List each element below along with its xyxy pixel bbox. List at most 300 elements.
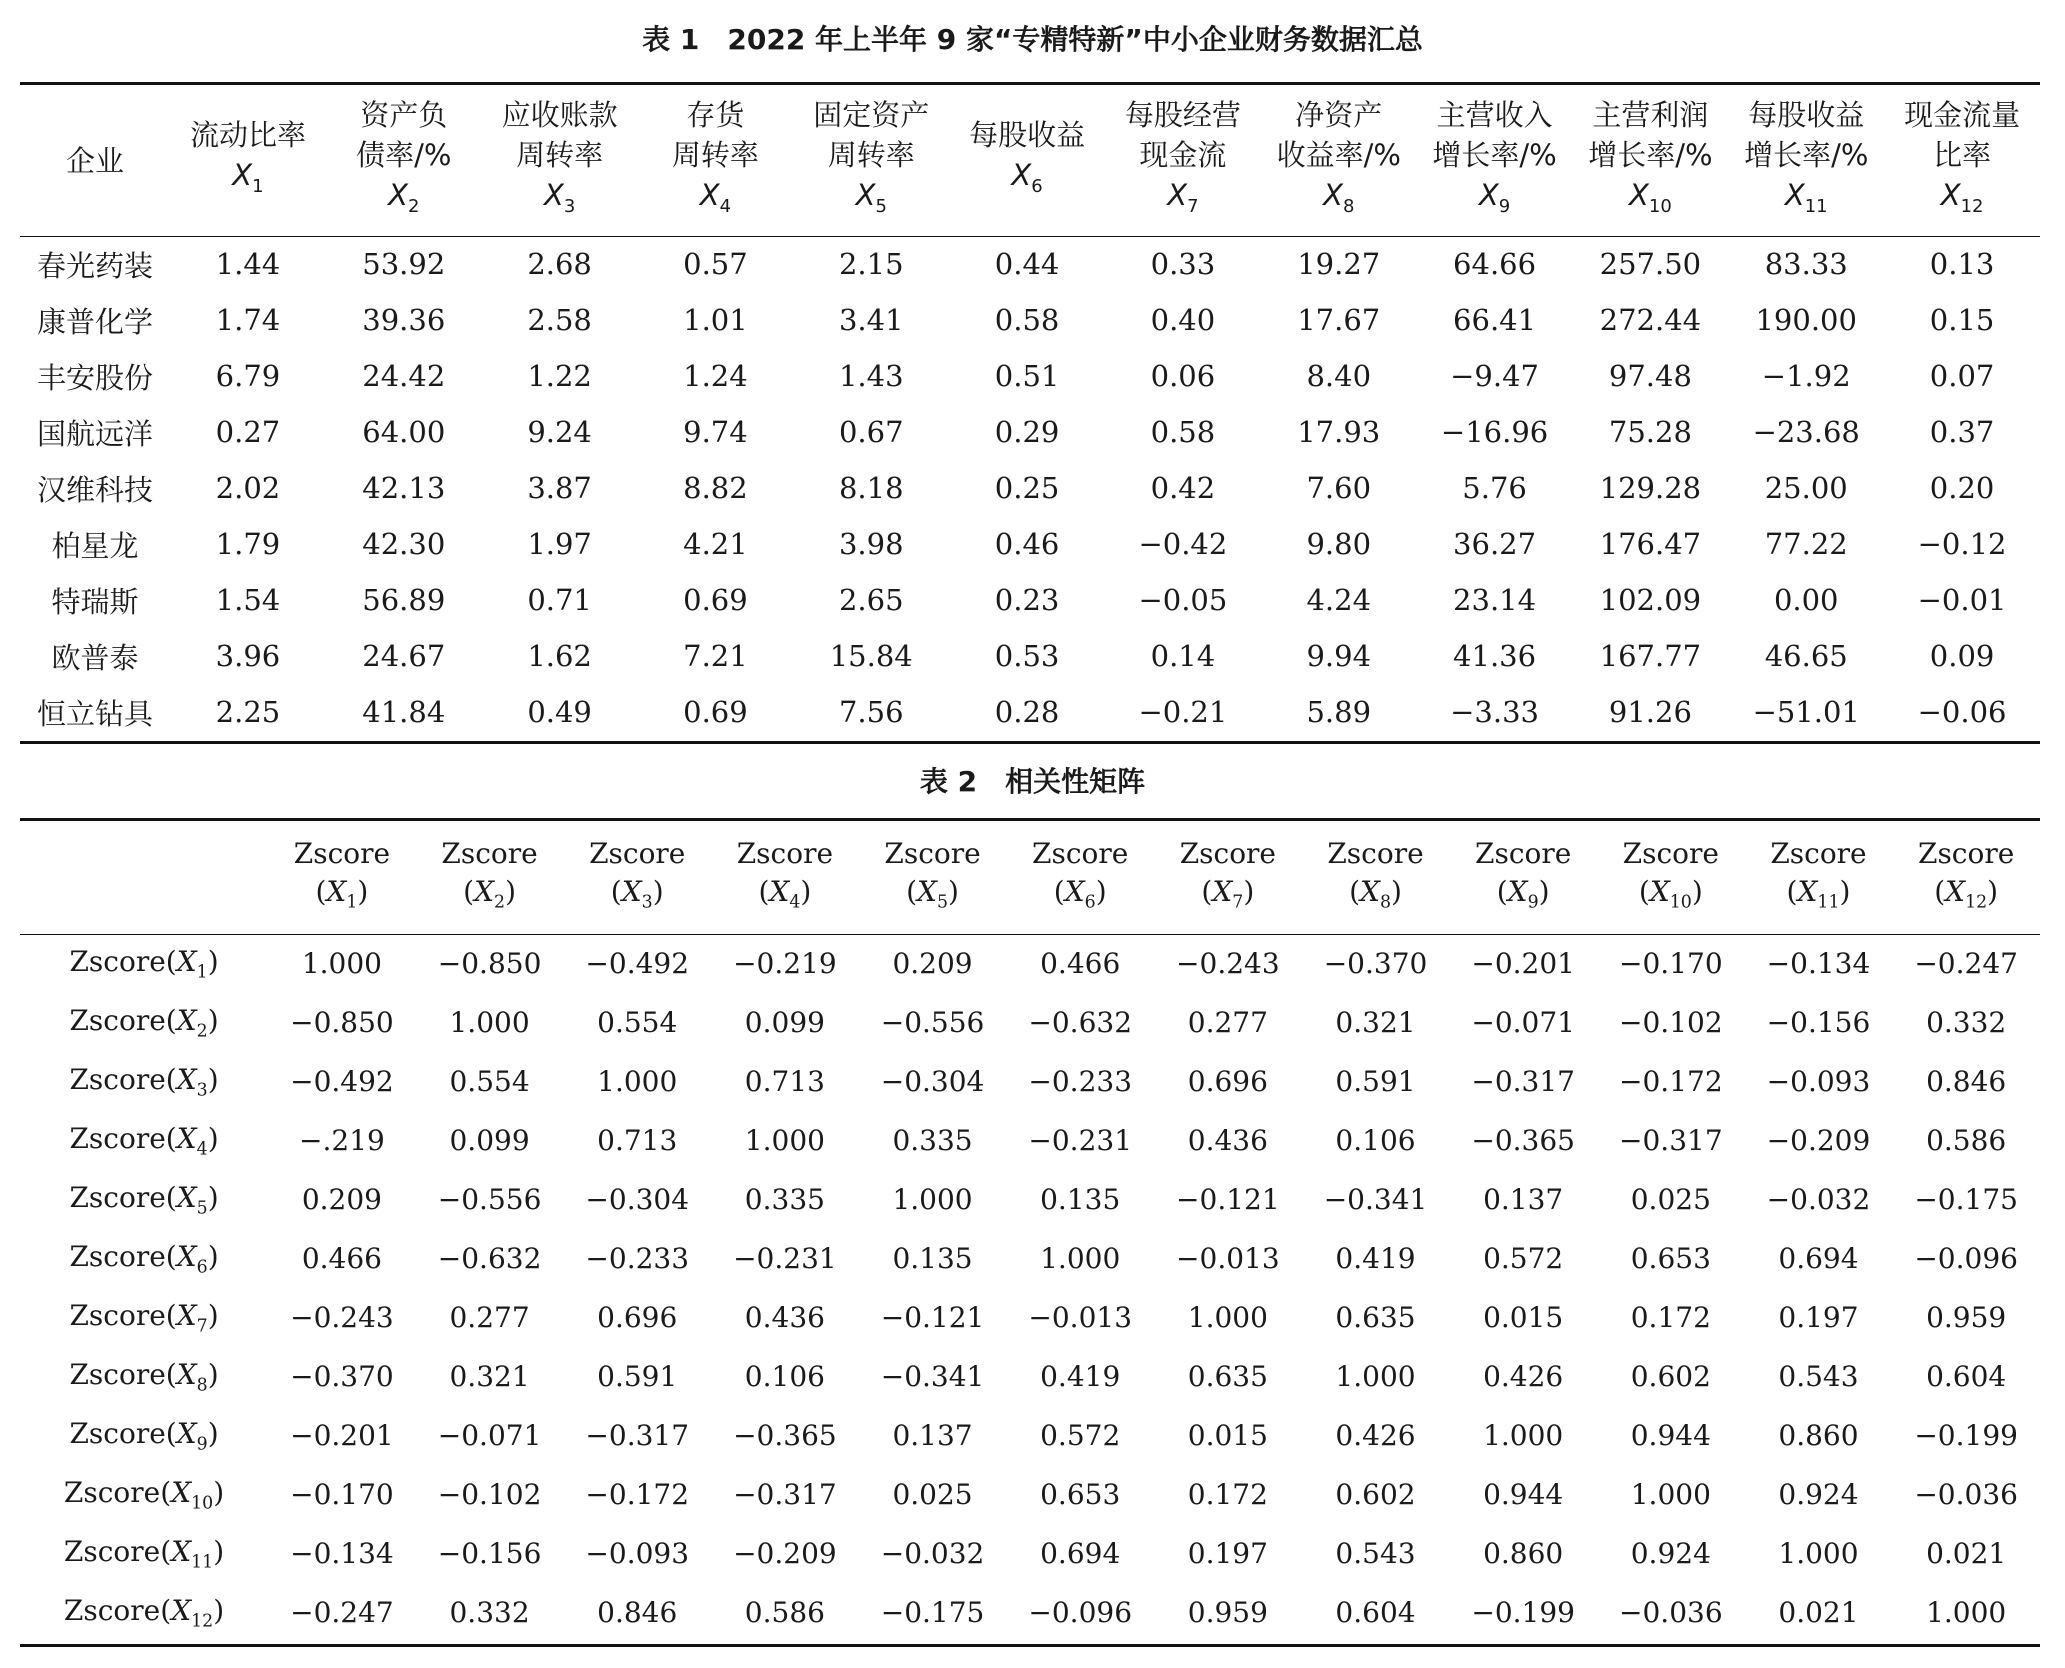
value-cell: 42.30 — [362, 527, 446, 561]
column-header-variable-letter: X — [1478, 178, 1499, 213]
value-cell: −3.33 — [1450, 695, 1539, 729]
value-cell: 6.79 — [215, 359, 281, 393]
matrix-cell: −0.013 — [1028, 1301, 1133, 1334]
matrix-row-label-prefix: Zscore — [69, 1062, 166, 1096]
matrix-row — [20, 1111, 2040, 1170]
table-row — [20, 292, 2040, 348]
matrix-cell: −0.172 — [1619, 1065, 1723, 1098]
matrix-row-label-variable — [171, 1534, 214, 1573]
column-header-label-line: 每股收益 — [1748, 98, 1865, 133]
matrix-column-header-variable-letter: X — [1507, 874, 1528, 908]
matrix-cell: −0.365 — [733, 1419, 837, 1452]
matrix-row-label-variable — [171, 1593, 214, 1632]
matrix-cell: −0.233 — [585, 1242, 690, 1275]
matrix-cell: 0.335 — [892, 1124, 973, 1157]
value-cell: 1.44 — [215, 247, 281, 281]
column-header-x3 — [482, 86, 638, 236]
matrix-cell: 0.860 — [1778, 1419, 1859, 1452]
matrix-cell: 0.321 — [1335, 1006, 1416, 1039]
matrix-cell: 0.635 — [1187, 1360, 1268, 1393]
matrix-cell: 0.924 — [1778, 1478, 1859, 1511]
matrix-column-header-variable-line: $(X_9)$ — [1496, 874, 1550, 913]
matrix-column-header-variable-line: $(X_2)$ — [463, 874, 516, 913]
column-header-label-line: 比率 — [1933, 138, 1992, 173]
value-cell: 0.14 — [1150, 639, 1216, 673]
matrix-cell: 1.000 — [1926, 1596, 2007, 1629]
matrix-row-label-variable — [176, 1003, 208, 1042]
matrix-column-header-variable-letter: X — [474, 874, 495, 908]
column-header-variable-line — [482, 175, 638, 227]
column-header-x7 — [1105, 86, 1261, 236]
matrix-cell: 1.000 — [597, 1065, 678, 1098]
matrix-row-label-variable-letter: X — [176, 1121, 197, 1155]
column-header-label-line: 现金流 — [1139, 138, 1227, 173]
value-cell: 129.28 — [1599, 471, 1702, 505]
matrix-row-label: $Zscore(X_7)$ — [69, 1298, 219, 1337]
matrix-column-header-variable-line: $(X_6)$ — [1053, 874, 1107, 913]
value-cell: −0.42 — [1138, 527, 1228, 561]
matrix-cell: −0.102 — [437, 1478, 542, 1511]
matrix-row-label-variable-letter: X — [176, 944, 197, 978]
column-header-variable-letter: X — [1629, 178, 1649, 213]
matrix-column-header-prefix: Zscore — [589, 836, 686, 870]
matrix-cell: 0.586 — [1926, 1124, 2007, 1157]
value-cell: 4.21 — [683, 527, 748, 561]
matrix-cell: −0.492 — [585, 947, 690, 980]
matrix-cell: −0.632 — [437, 1242, 542, 1275]
matrix-row-label-variable-letter: X — [171, 1534, 192, 1568]
matrix-row-label-variable-letter: X — [176, 1180, 197, 1214]
matrix-cell: 0.604 — [1335, 1596, 1416, 1629]
company-name-cell: 国航远洋 — [37, 416, 154, 451]
matrix-cell: −0.492 — [290, 1065, 394, 1098]
column-header-variable — [699, 178, 732, 217]
value-cell: 167.77 — [1599, 639, 1702, 673]
matrix-column-header-variable-line: $(X_8)$ — [1349, 874, 1402, 913]
matrix-row-label-variable — [176, 944, 208, 983]
column-header-variable-subscript: 2 — [407, 195, 420, 217]
value-cell: 5.76 — [1462, 471, 1527, 505]
company-name-cell: 恒立钻具 — [37, 696, 154, 731]
column-header-variable-subscript: 8 — [1342, 195, 1355, 217]
matrix-column-header-variable-line: $(X_4)$ — [758, 874, 812, 913]
matrix-column-header-variable-line: $(X_{11})$ — [1786, 874, 1851, 913]
table1-caption: 表 1 2022 年上半年 9 家“专精特新”中小企业财务数据汇总 — [642, 23, 1423, 56]
table1-body — [20, 236, 2040, 740]
column-header-variable-letter: X — [543, 178, 564, 213]
value-cell: 5.89 — [1306, 695, 1372, 729]
value-cell: 4.24 — [1306, 583, 1372, 617]
matrix-column-header — [711, 822, 859, 934]
table-row — [20, 348, 2040, 404]
value-cell: 23.14 — [1453, 583, 1537, 617]
column-header-label-line: 现金流量 — [1904, 98, 2021, 133]
column-header-variable — [1323, 178, 1355, 217]
matrix-row-label-prefix: Zscore — [69, 1003, 166, 1037]
matrix-cell: 0.944 — [1483, 1478, 1564, 1511]
matrix-cell: −0.134 — [1766, 947, 1871, 980]
matrix-row-label: $Zscore(X_8)$ — [69, 1357, 219, 1396]
value-cell: 2.02 — [215, 471, 281, 505]
value-cell: 0.20 — [1929, 471, 1995, 505]
matrix-row-label-variable-letter: X — [176, 1298, 197, 1332]
column-header-label-line: 增长率/% — [1744, 138, 1869, 173]
matrix-column-header — [1154, 822, 1302, 934]
matrix-cell: 0.436 — [1187, 1124, 1268, 1157]
matrix-column-header-variable — [1212, 874, 1244, 913]
column-header-label-line: 固定资产 — [813, 98, 930, 133]
matrix-column-header-prefix: Zscore — [1032, 836, 1129, 870]
column-header-variable-subscript: 5 — [875, 195, 887, 217]
matrix-cell: 0.419 — [1335, 1242, 1416, 1275]
matrix-row — [20, 1583, 2040, 1642]
matrix-cell: 0.436 — [744, 1301, 825, 1334]
matrix-cell: −0.121 — [880, 1301, 985, 1334]
matrix-cell: −0.370 — [1323, 947, 1428, 980]
matrix-row-label-variable — [171, 1475, 214, 1514]
matrix-cell: 1.000 — [744, 1124, 825, 1157]
column-header-label-line: 每股收益 — [969, 118, 1086, 153]
matrix-cell: 0.694 — [1778, 1242, 1859, 1275]
matrix-cell: 0.959 — [1187, 1596, 1268, 1629]
matrix-row-label-prefix: Zscore — [69, 1357, 166, 1391]
company-name-cell: 特瑞斯 — [51, 584, 139, 619]
matrix-cell: 0.635 — [1335, 1301, 1416, 1334]
company-column-header: 企业 — [66, 144, 125, 178]
matrix-row-label-variable-subscript: 10 — [191, 1493, 214, 1514]
column-header-label-line: 增长率/% — [1432, 138, 1557, 173]
column-header-variable-line — [949, 155, 1105, 207]
matrix-row-label-variable-subscript: 4 — [196, 1139, 208, 1160]
matrix-cell: −0.170 — [290, 1478, 394, 1511]
matrix-cell: 0.099 — [449, 1124, 530, 1157]
matrix-cell: 0.197 — [1187, 1537, 1268, 1570]
matrix-column-header-variable-letter: X — [326, 874, 347, 908]
matrix-row-label: $Zscore(X_4)$ — [69, 1121, 219, 1160]
matrix-column-header-variable — [1507, 874, 1539, 913]
matrix-row-label: $Zscore(X_2)$ — [69, 1003, 219, 1042]
matrix-cell: 0.466 — [1040, 947, 1121, 980]
matrix-cell: −0.317 — [1471, 1065, 1575, 1098]
column-header-variable — [388, 178, 420, 217]
matrix-cell: 0.604 — [1926, 1360, 2007, 1393]
value-cell: 8.18 — [838, 471, 904, 505]
matrix-column-header-variable-line: $(X_{12})$ — [1934, 874, 1999, 913]
value-cell: 19.27 — [1297, 247, 1381, 281]
matrix-column-header — [1449, 822, 1597, 934]
value-cell: −0.12 — [1917, 527, 2007, 561]
column-header-variable-letter: X — [855, 178, 876, 213]
matrix-cell: 0.025 — [1630, 1183, 1711, 1216]
matrix-cell: 0.959 — [1926, 1301, 2007, 1334]
matrix-row-label-variable — [176, 1121, 208, 1160]
matrix-column-header-variable-line: $(X_3)$ — [610, 874, 664, 913]
matrix-column-header-variable-line: $(X_7)$ — [1201, 874, 1255, 913]
matrix-cell: −0.199 — [1471, 1596, 1575, 1629]
matrix-cell: 1.000 — [301, 947, 382, 980]
column-header-variable — [1784, 178, 1828, 217]
column-header-x9 — [1417, 86, 1573, 236]
matrix-cell: −0.219 — [733, 947, 837, 980]
matrix-cell: 0.602 — [1630, 1360, 1711, 1393]
matrix-row-label-variable-subscript: 3 — [196, 1080, 208, 1101]
value-cell: 0.33 — [1150, 247, 1216, 281]
table2-header-row — [20, 822, 2040, 934]
matrix-cell: −0.556 — [880, 1006, 985, 1039]
value-cell: 39.36 — [362, 303, 446, 337]
value-cell: 0.13 — [1929, 247, 1995, 281]
value-cell: 2.15 — [838, 247, 904, 281]
table1-bottom-rule — [20, 741, 2040, 744]
matrix-column-header-variable-line: $(X_5)$ — [906, 874, 959, 913]
matrix-cell: −0.341 — [1323, 1183, 1428, 1216]
matrix-row-label-prefix: Zscore — [69, 944, 166, 978]
value-cell: 1.24 — [683, 359, 748, 393]
matrix-cell: −0.233 — [1028, 1065, 1133, 1098]
matrix-row-label-variable-letter: X — [176, 1062, 197, 1096]
value-cell: 190.00 — [1755, 303, 1857, 337]
column-header-variable-subscript: 11 — [1804, 195, 1828, 217]
value-cell: 3.41 — [838, 303, 904, 337]
matrix-cell: 0.586 — [744, 1596, 825, 1629]
matrix-cell: 0.846 — [1926, 1065, 2007, 1098]
matrix-cell: −0.175 — [1914, 1183, 2018, 1216]
matrix-cell: 0.419 — [1040, 1360, 1121, 1393]
matrix-row — [20, 1347, 2040, 1406]
value-cell: 0.71 — [527, 583, 592, 617]
matrix-cell: 0.172 — [1630, 1301, 1711, 1334]
column-header-label-line: 债率/% — [356, 138, 452, 173]
column-header-variable — [1629, 178, 1672, 217]
matrix-cell: −0.071 — [437, 1419, 542, 1452]
matrix-cell: 0.543 — [1778, 1360, 1859, 1393]
value-cell: 75.28 — [1608, 415, 1692, 449]
matrix-cell: −0.134 — [290, 1537, 394, 1570]
matrix-cell: −0.556 — [437, 1183, 542, 1216]
matrix-cell: 0.591 — [1335, 1065, 1416, 1098]
matrix-column-header-variable-letter: X — [1649, 874, 1670, 908]
matrix-column-header-variable-subscript: 3 — [641, 892, 653, 913]
matrix-row-label-variable-letter: X — [171, 1475, 192, 1509]
table-row — [20, 572, 2040, 628]
column-header-variable-subscript: 10 — [1648, 195, 1672, 217]
value-cell: 0.09 — [1929, 639, 1995, 673]
matrix-column-header-variable-subscript: 10 — [1669, 892, 1692, 913]
matrix-cell: 0.015 — [1187, 1419, 1268, 1452]
value-cell: 1.74 — [215, 303, 281, 337]
matrix-row-label-variable-letter: X — [176, 1416, 197, 1450]
matrix-cell: −0.304 — [585, 1183, 690, 1216]
value-cell: 3.98 — [838, 527, 904, 561]
value-cell: −0.05 — [1138, 583, 1228, 617]
column-header-x5 — [793, 86, 949, 236]
value-cell: 56.89 — [362, 583, 446, 617]
value-cell: 0.44 — [994, 247, 1060, 281]
matrix-cell: 1.000 — [449, 1006, 530, 1039]
matrix-column-header-variable — [1945, 874, 1988, 913]
value-cell: 8.82 — [683, 471, 748, 505]
table-row — [20, 628, 2040, 684]
matrix-cell: 1.000 — [1187, 1301, 1268, 1334]
matrix-column-header-variable — [1797, 874, 1840, 913]
value-cell: 0.37 — [1929, 415, 1995, 449]
matrix-cell: −0.036 — [1619, 1596, 1723, 1629]
value-cell: 53.92 — [362, 247, 446, 281]
value-cell: 17.93 — [1297, 415, 1381, 449]
matrix-cell: 0.602 — [1335, 1478, 1416, 1511]
value-cell: 24.42 — [362, 359, 446, 393]
column-header-variable-letter: X — [1011, 158, 1032, 193]
matrix-cell: 0.846 — [597, 1596, 678, 1629]
matrix-cell: −0.231 — [733, 1242, 837, 1275]
matrix-cell: −0.096 — [1914, 1242, 2018, 1275]
value-cell: 0.42 — [1150, 471, 1216, 505]
matrix-row-label-variable-letter: X — [176, 1003, 197, 1037]
matrix-cell: 0.694 — [1040, 1537, 1121, 1570]
matrix-row-label-variable-subscript: 12 — [191, 1611, 214, 1632]
column-header-variable-line — [638, 175, 794, 227]
matrix-row-label-variable-letter: X — [171, 1593, 192, 1627]
matrix-cell: −.219 — [299, 1124, 385, 1157]
column-header-label-line: 收益率/% — [1276, 138, 1401, 173]
value-cell: 9.74 — [683, 415, 748, 449]
column-header-variable-subscript: 1 — [252, 175, 264, 197]
value-cell: 0.28 — [994, 695, 1060, 729]
matrix-column-header — [1302, 822, 1450, 934]
column-header-variable-line — [1105, 175, 1261, 227]
value-cell: −9.47 — [1450, 359, 1539, 393]
column-header-variable — [1940, 178, 1984, 217]
matrix-cell: 0.572 — [1040, 1419, 1121, 1452]
matrix-cell: 1.000 — [1040, 1242, 1121, 1275]
matrix-row-label: $Zscore(X_{12})$ — [63, 1593, 225, 1632]
matrix-column-header-variable — [1649, 874, 1692, 913]
matrix-column-header-variable-subscript: 12 — [1965, 892, 1988, 913]
matrix-cell: 0.713 — [744, 1065, 825, 1098]
matrix-cell: 0.332 — [1926, 1006, 2007, 1039]
matrix-cell: 0.277 — [449, 1301, 530, 1334]
value-cell: 15.84 — [829, 639, 913, 673]
value-cell: 8.40 — [1306, 359, 1372, 393]
table2-body — [20, 934, 2040, 1642]
matrix-cell: 0.277 — [1187, 1006, 1268, 1039]
matrix-column-header-variable-letter: X — [1360, 874, 1380, 908]
value-cell: 0.40 — [1150, 303, 1216, 337]
matrix-row-label-variable-subscript: 2 — [196, 1021, 208, 1042]
matrix-column-header — [1006, 822, 1154, 934]
value-cell: 0.58 — [994, 303, 1060, 337]
matrix-row — [20, 1229, 2040, 1288]
column-header-variable-letter: X — [388, 178, 408, 213]
matrix-column-header-variable — [326, 874, 358, 913]
column-header-label-line: 周转率 — [516, 138, 604, 173]
matrix-row — [20, 1170, 2040, 1229]
matrix-column-header-variable — [621, 874, 653, 913]
value-cell: 0.69 — [683, 695, 748, 729]
value-cell: 9.94 — [1306, 639, 1372, 673]
value-cell: 176.47 — [1599, 527, 1702, 561]
matrix-cell: 1.000 — [1778, 1537, 1859, 1570]
matrix-cell: −0.201 — [290, 1419, 394, 1452]
matrix-column-header-variable-subscript: 7 — [1232, 892, 1244, 913]
matrix-cell: 0.696 — [597, 1301, 678, 1334]
matrix-column-header-prefix: Zscore — [1327, 836, 1424, 870]
column-header-variable — [855, 178, 887, 217]
column-header-variable-letter: X — [1323, 178, 1343, 213]
value-cell: 9.80 — [1306, 527, 1372, 561]
matrix-cell: −0.341 — [880, 1360, 985, 1393]
column-header-x12 — [1884, 86, 2040, 236]
matrix-cell: 0.591 — [597, 1360, 678, 1393]
value-cell: 1.22 — [527, 359, 592, 393]
matrix-cell: 0.106 — [1335, 1124, 1416, 1157]
matrix-row-label-prefix: Zscore — [69, 1298, 166, 1332]
matrix-cell: 0.696 — [1187, 1065, 1268, 1098]
matrix-cell: 0.924 — [1630, 1537, 1711, 1570]
column-header-variable-letter: X — [232, 158, 253, 193]
matrix-row-label-prefix: Zscore — [69, 1180, 166, 1214]
matrix-row-label-variable — [176, 1416, 208, 1455]
matrix-cell: 0.554 — [597, 1006, 678, 1039]
matrix-column-header-variable — [917, 874, 949, 913]
table-row — [20, 236, 2040, 292]
column-header-variable-line — [326, 175, 482, 227]
column-header-variable-subscript: 6 — [1031, 175, 1043, 197]
matrix-row-label-variable-letter: X — [176, 1239, 197, 1273]
matrix-cell: 0.321 — [449, 1360, 530, 1393]
value-cell: 1.79 — [215, 527, 281, 561]
matrix-cell: 0.543 — [1335, 1537, 1416, 1570]
matrix-column-header-prefix: Zscore — [1475, 836, 1572, 870]
matrix-column-header-variable-letter: X — [769, 874, 790, 908]
value-cell: 83.33 — [1764, 247, 1848, 281]
value-cell: 0.51 — [994, 359, 1060, 393]
matrix-cell: −0.243 — [290, 1301, 394, 1334]
value-cell: 2.68 — [527, 247, 592, 281]
value-cell: 0.29 — [994, 415, 1060, 449]
matrix-row-label: $Zscore(X_1)$ — [69, 944, 219, 983]
value-cell: 7.60 — [1306, 471, 1372, 505]
value-cell: 0.69 — [683, 583, 748, 617]
value-cell: −0.21 — [1138, 695, 1228, 729]
matrix-cell: 1.000 — [1630, 1478, 1711, 1511]
column-header-variable-subscript: 7 — [1187, 195, 1199, 217]
value-cell: 66.41 — [1453, 303, 1537, 337]
value-cell: 17.67 — [1297, 303, 1381, 337]
table-row — [20, 460, 2040, 516]
matrix-cell: −0.209 — [1766, 1124, 1871, 1157]
matrix-cell: −0.850 — [290, 1006, 394, 1039]
matrix-column-header-prefix: Zscore — [736, 836, 834, 870]
matrix-column-header-variable-subscript: 9 — [1527, 892, 1539, 913]
matrix-column-header-variable-subscript: 2 — [494, 892, 506, 913]
matrix-cell: 0.466 — [301, 1242, 382, 1275]
column-header-x10 — [1572, 86, 1728, 236]
matrix-cell: 0.335 — [744, 1183, 825, 1216]
matrix-row — [20, 993, 2040, 1052]
column-header-label-line: 主营利润 — [1592, 98, 1709, 133]
matrix-cell: 0.021 — [1926, 1537, 2007, 1570]
matrix-column-header — [268, 822, 416, 934]
table2-top-rule — [20, 818, 2040, 821]
matrix-row-label-prefix: Zscore — [69, 1416, 166, 1450]
matrix-cell: −0.632 — [1028, 1006, 1133, 1039]
matrix-cell: −0.032 — [880, 1537, 985, 1570]
matrix-cell: 0.137 — [1483, 1183, 1564, 1216]
company-name-cell: 汉维科技 — [37, 472, 154, 507]
matrix-cell: 0.332 — [449, 1596, 530, 1629]
value-cell: 1.01 — [683, 303, 748, 337]
